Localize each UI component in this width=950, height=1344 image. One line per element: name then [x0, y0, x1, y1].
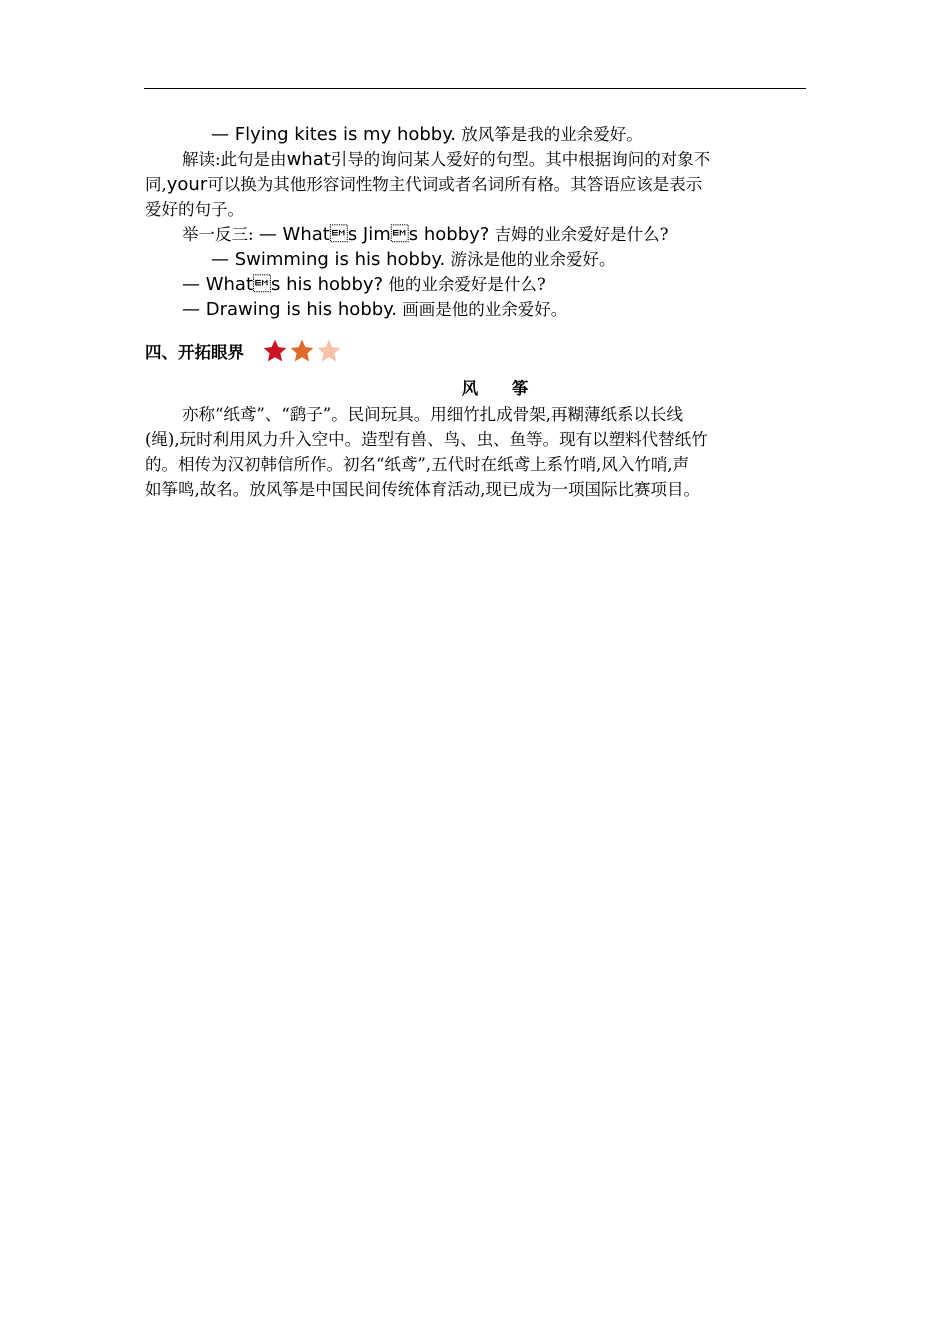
- example-chinese: 他的业余爱好是什么?: [388, 275, 546, 294]
- example-chinese: 画画是他的业余爱好。: [402, 300, 568, 319]
- article-line-3: 的。相传为汉初韩信所作。初名“纸鸢”,五代时在纸鸢上系竹哨,风入竹哨,声: [145, 455, 690, 474]
- article-line-1: 亦称“纸鸢”、“鹞子”。民间玩具。用细竹扎成骨架,再糊薄纸系以长线: [182, 405, 683, 424]
- article-title: 风 筝: [461, 379, 529, 398]
- example-chinese: 游泳是他的业余爱好。: [450, 250, 616, 269]
- section-heading: [145, 336, 805, 366]
- article-line-4: 如筝鸣,故名。放风筝是中国民间传统体育活动,现已成为一项国际比赛项目。: [145, 480, 700, 499]
- answer-line: [145, 122, 805, 147]
- explanation-keyword: your: [166, 174, 208, 195]
- explanation-keyword: what: [286, 149, 331, 170]
- example-line-3: [145, 272, 805, 297]
- answer-chinese: 放风筝是我的业余爱好。: [461, 125, 643, 144]
- article-line-2: (绳),玩时利用风力升入空中。造型有兽、鸟、虫、鱼等。现有以塑料代替纸竹: [145, 430, 708, 449]
- explanation-text: 爱好的句子。: [145, 200, 244, 219]
- answer-english: — Flying kites is my hobby.: [211, 124, 457, 145]
- example-line-4: [145, 297, 805, 322]
- explanation-text: 引导的询问某人爱好的句型。其中根据询问的对象不: [330, 150, 711, 169]
- explanation-line-2: [145, 172, 805, 197]
- example-intro: 举一反三:: [182, 225, 254, 244]
- explanation-line-3: [145, 197, 805, 222]
- example-english: — Whats Jims hobby?: [258, 224, 490, 245]
- explanation-text: 同,: [145, 175, 167, 194]
- explanation-text: 可以换为其他形容词性物主代词或者名词所有格。其答语应该是表示: [207, 175, 703, 194]
- example-english: — Swimming is his hobby.: [211, 249, 446, 270]
- document-content: [145, 122, 805, 502]
- header-rule: [144, 88, 806, 89]
- example-chinese: 吉姆的业余爱好是什么?: [494, 225, 669, 244]
- section-heading-label: 四、开拓眼界: [145, 343, 244, 362]
- example-english: — Drawing is his hobby.: [182, 299, 397, 320]
- example-line-2: [145, 247, 805, 272]
- explanation-line-1: [145, 147, 805, 172]
- explanation-text: 解读:此句是由: [182, 150, 287, 169]
- example-english: — Whats his hobby?: [182, 274, 384, 295]
- star-icon: [316, 338, 342, 364]
- difficulty-rating: [262, 338, 342, 364]
- example-line-1: [145, 222, 805, 247]
- star-icon: [262, 338, 288, 364]
- star-icon: [289, 338, 315, 364]
